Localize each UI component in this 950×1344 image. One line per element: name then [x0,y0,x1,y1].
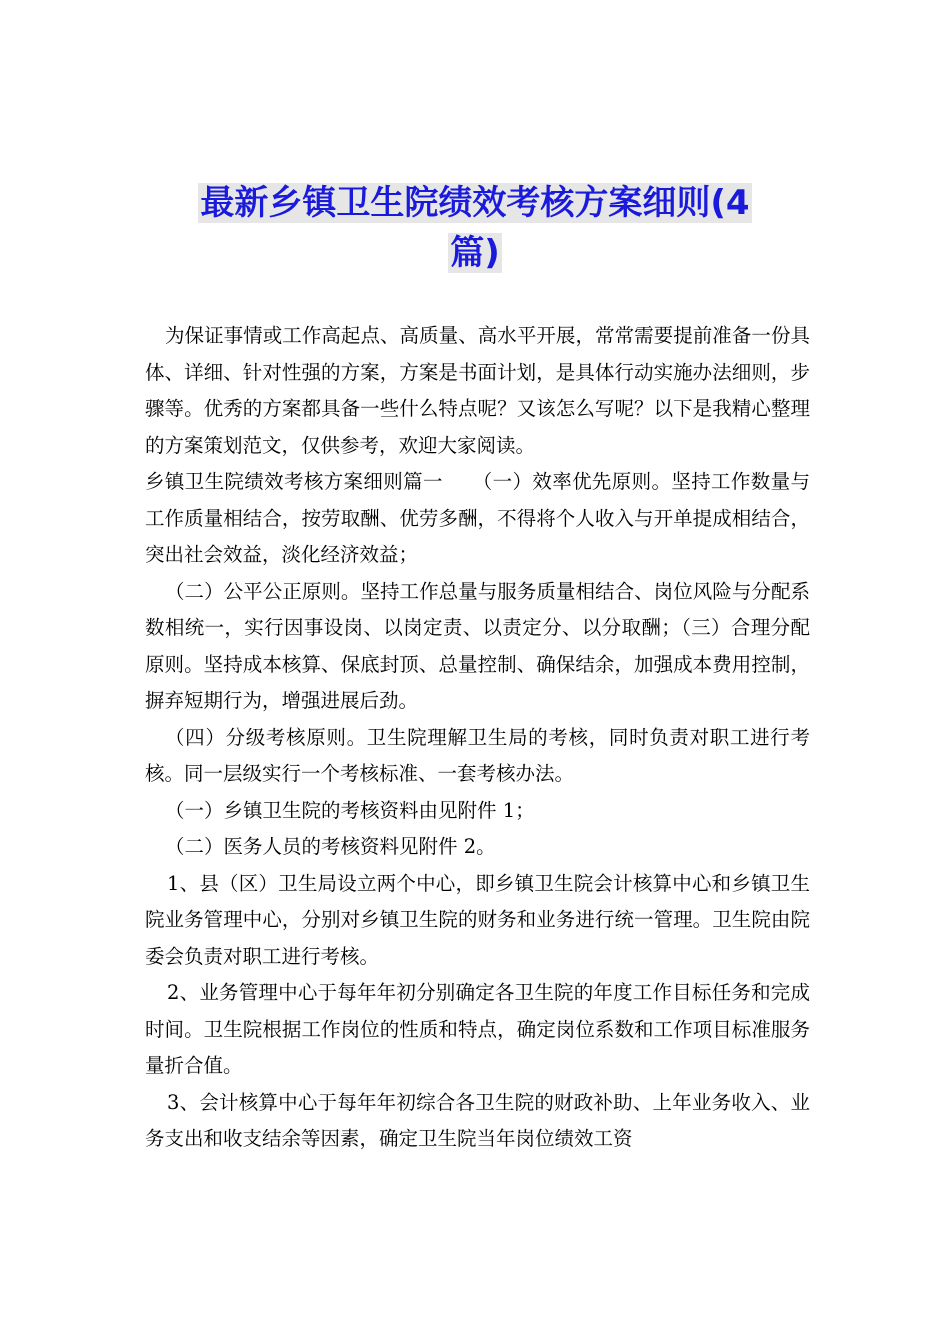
paragraph-principle-2-3: （二）公平公正原则。坚持工作总量与服务质量相结合、岗位风险与分配系数相统一，实行因事设岗、以岗定责、以责定分、以分取酬；（三）合理分配原则。坚持成本核算、保底封顶、总量控制、确保结余，加强成本费用控制，摒弃短期行为，增强进展后劲。 [145,579,810,712]
paragraph-content-1: （一）乡镇卫生院的考核资料由见附件 1； [165,798,535,822]
paragraph-item-1: 1、县（区）卫生局设立两个中心，即乡镇卫生院会计核算中心和乡镇卫生院业务管理中心，分别对乡镇卫生院的财务和业务进行统一管理。卫生院由院委会负责对职工进行考核。 [145,871,810,968]
paragraph-section-1: 乡镇卫生院绩效考核方案细则篇一 （一）效率优先原则。坚持工作数量与工作质量相结合，按劳取酬、优劳多酬，不得将个人收入与开单提成相结合，突出社会效益，淡化经济效益； [145,470,810,566]
document-body [145,318,810,1158]
document-title [150,178,800,278]
paragraph-item-3: 3、会计核算中心于每年年初综合各卫生院的财政补助、上年业务收入、业务支出和收支结余等因素，确定卫生院当年岗位绩效工资 [145,1090,810,1150]
paragraph-principle-4: （四）分级考核原则。卫生院理解卫生局的考核，同时负责对职工进行考核。同一层级实行一个考核标准、一套考核办法。 [145,725,810,785]
title-line-1: 最新乡镇卫生院绩效考核方案细则(4 [200,183,750,223]
title-line-2: 篇) [450,233,500,273]
paragraph-intro: 为保证事情或工作高起点、高质量、高水平开展，常常需要提前准备一份具体、详细、针对性强的方案，方案是书面计划，是具体行动实施办法细则，步骤等。优秀的方案都具备一些什么特点呢？又该怎么写呢？以下是我精心整理的方案策划范文，仅供参考，欢迎大家阅读。 [145,324,810,457]
paragraph-item-2: 2、业务管理中心于每年年初分别确定各卫生院的年度工作目标任务和完成时间。卫生院根据工作岗位的性质和特点，确定岗位系数和工作项目标准服务量折合值。 [145,981,810,1077]
paragraph-content-2: （二）医务人员的考核资料见附件 2。 [165,835,496,858]
